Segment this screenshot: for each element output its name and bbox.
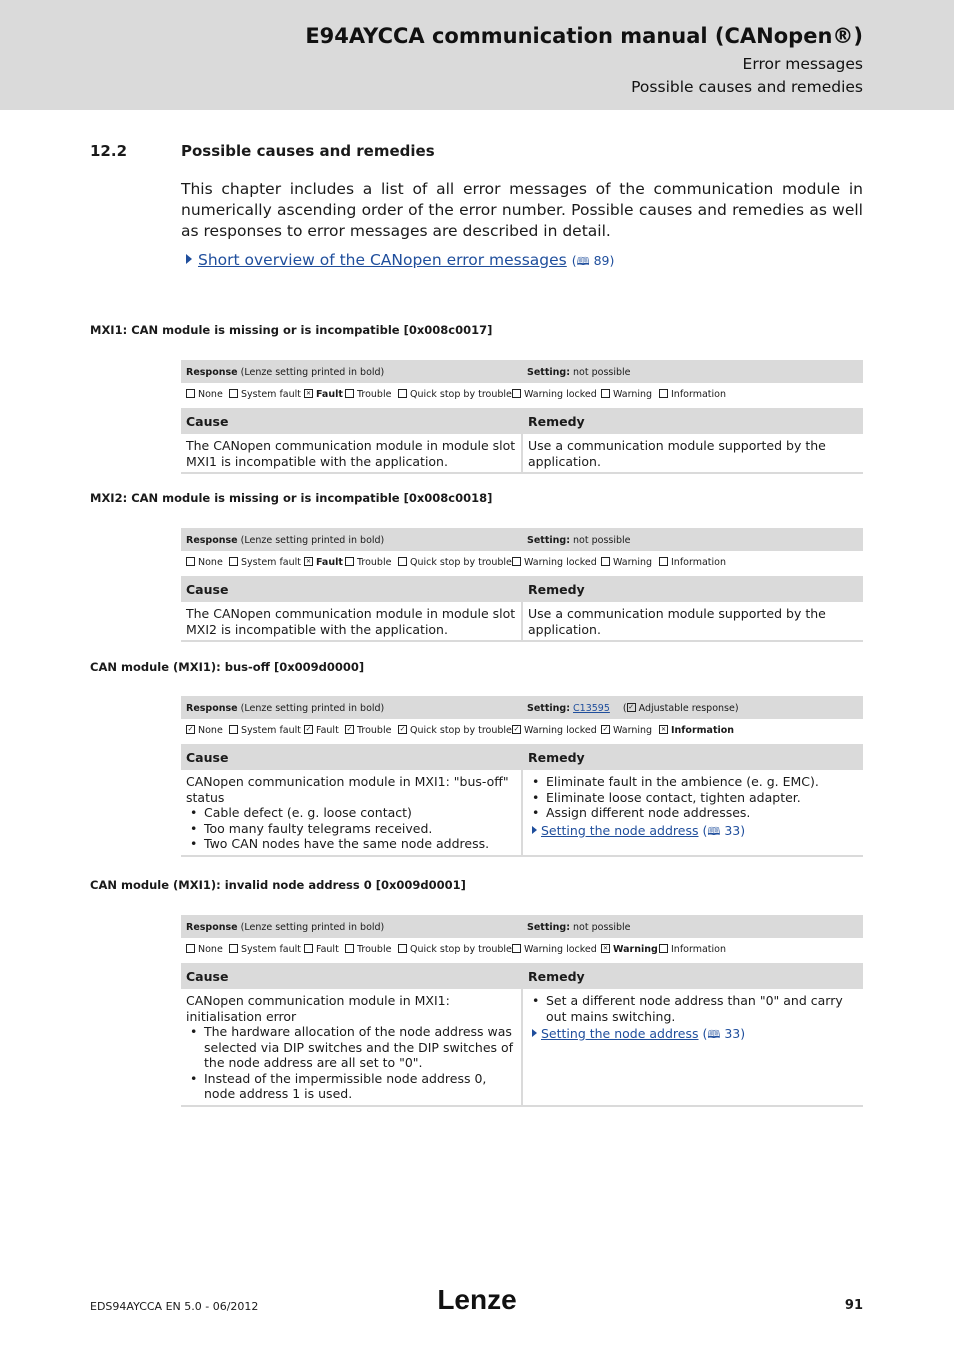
section-number: 12.2 xyxy=(90,142,128,160)
checkbox-icon xyxy=(659,389,668,398)
remedy-text: Use a communication module supported by the application. xyxy=(528,606,826,637)
checkbox-checked-icon xyxy=(345,725,354,734)
checkbox-checked-icon xyxy=(304,725,313,734)
error-block-bus-off xyxy=(181,696,863,857)
checkbox-icon xyxy=(398,944,407,953)
cause-header: Cause xyxy=(181,744,521,770)
checkbox-icon xyxy=(345,389,354,398)
link-arrow-icon xyxy=(532,1029,537,1037)
checkbox-icon xyxy=(398,557,407,566)
page-number: 91 xyxy=(844,1298,863,1313)
list-item: • Too many faulty telegrams received. xyxy=(204,821,516,837)
header-section: Possible causes and remedies xyxy=(631,78,863,96)
link-arrow-icon xyxy=(532,826,537,834)
remedy-header: Remedy xyxy=(523,963,863,989)
error-block-node-address xyxy=(181,915,863,1107)
cause-text: The CANopen communication module in module slot MXI1 is incompatible with the application. xyxy=(186,438,516,469)
checkbox-icon xyxy=(659,944,668,953)
checkbox-crossed-icon xyxy=(304,557,313,566)
checkbox-icon xyxy=(186,389,195,398)
checkbox-icon xyxy=(304,944,313,953)
checkbox-icon xyxy=(186,944,195,953)
book-icon: 🕮 xyxy=(576,255,590,268)
checkbox-icon xyxy=(229,725,238,734)
response-bar: Response (Lenze setting printed in bold) Setting: C13595 (✓ Adjustable response) xyxy=(181,696,863,719)
remedy-header: Remedy xyxy=(523,576,863,602)
response-options: None System fault Fault Trouble Quick stop by trouble Warning locked ✕ Warning Information xyxy=(181,938,863,963)
checkbox-icon xyxy=(229,389,238,398)
checkbox-checked-icon xyxy=(186,725,195,734)
list-item: • Assign different node addresses. xyxy=(546,805,858,821)
error-heading-bus-off: CAN module (MXI1): bus-off [0x009d0000] xyxy=(90,660,365,674)
book-icon: 🕮 xyxy=(707,1028,721,1041)
section-title: Possible causes and remedies xyxy=(181,142,435,160)
node-address-link[interactable]: Setting the node address (🕮 33) xyxy=(528,823,858,840)
checkbox-icon xyxy=(229,557,238,566)
checkbox-checked-icon xyxy=(627,703,636,712)
response-options: None System fault ✕ Fault Trouble Quick stop by trouble Warning locked Warning Information xyxy=(181,383,863,408)
response-options: None System fault ✕ Fault Trouble Quick stop by trouble Warning locked Warning Information xyxy=(181,551,863,576)
cause-header: Cause xyxy=(181,963,521,989)
cause-text: The CANopen communication module in module slot MXI2 is incompatible with the application. xyxy=(186,606,516,637)
node-address-link[interactable]: Setting the node address (🕮 33) xyxy=(528,1026,858,1043)
error-block-mxi1 xyxy=(181,360,863,474)
cause-remedy-table xyxy=(181,576,863,642)
checkbox-icon xyxy=(345,944,354,953)
response-bar: Response (Lenze setting printed in bold) Setting: not possible xyxy=(181,528,863,551)
cause-text: CANopen communication module in MXI1: initialisation error • The hardware allocation of the node address was selected via DIP switches and the DIP switches of the node address are all set to "0". • Instead of the impermissible node address 0, node address 1 is used. xyxy=(181,989,521,1105)
checkbox-icon xyxy=(601,557,610,566)
cause-remedy-table xyxy=(181,408,863,474)
checkbox-checked-icon xyxy=(601,725,610,734)
checkbox-checked-icon xyxy=(398,725,407,734)
checkbox-icon xyxy=(229,944,238,953)
overview-link[interactable] xyxy=(186,251,614,272)
checkbox-crossed-icon xyxy=(659,725,668,734)
book-icon: 🕮 xyxy=(707,824,721,838)
error-block-mxi2 xyxy=(181,528,863,642)
checkbox-icon xyxy=(512,944,521,953)
intro-paragraph: This chapter includes a list of all error messages of the communication module in numerically ascending order of the error number. Possible causes and remedies as well as responses to error messages are described in detail. xyxy=(181,180,863,240)
list-item: • Instead of the impermissible node address 0, node address 1 is used. xyxy=(204,1071,516,1102)
checkbox-crossed-icon xyxy=(601,944,610,953)
checkbox-icon xyxy=(601,389,610,398)
remedy-header: Remedy xyxy=(523,408,863,434)
error-heading-mxi2: MXI2: CAN module is missing or is incompatible [0x008c0018] xyxy=(90,491,493,505)
lenze-logo xyxy=(437,1283,517,1315)
page-header xyxy=(0,0,954,110)
manual-title: E94AYCCA communication manual (CANopen®) xyxy=(305,24,863,48)
cause-remedy-table xyxy=(181,963,863,1107)
list-item: • Cable defect (e. g. loose contact) xyxy=(204,805,516,821)
checkbox-icon xyxy=(659,557,668,566)
list-item: • Set a different node address than "0" and carry out mains switching. xyxy=(546,993,858,1024)
link-arrow-icon xyxy=(186,254,192,264)
response-options: ✓None System fault ✓ Fault ✓ Trouble ✓ Quick stop by trouble ✓ Warning locked ✓ Warning ✕ Information xyxy=(181,719,863,744)
error-heading-node-address: CAN module (MXI1): invalid node address 0 [0x009d0001] xyxy=(90,878,466,892)
overview-link-text[interactable]: Short overview of the CANopen error messages xyxy=(198,251,567,269)
response-bar: Response (Lenze setting printed in bold) Setting: not possible xyxy=(181,915,863,938)
checkbox-icon xyxy=(186,557,195,566)
cause-header: Cause xyxy=(181,576,521,602)
remedy-text xyxy=(523,989,863,1046)
svg-text:Lenze: Lenze xyxy=(437,1284,517,1315)
list-item: • Eliminate loose contact, tighten adapter. xyxy=(546,790,858,806)
checkbox-crossed-icon xyxy=(304,389,313,398)
remedy-text: Use a communication module supported by the application. xyxy=(528,438,826,469)
checkbox-icon xyxy=(398,389,407,398)
list-item: • Eliminate fault in the ambience (e. g. EMC). xyxy=(546,774,858,790)
setting-code-link[interactable]: C13595 xyxy=(573,703,610,714)
cause-remedy-table xyxy=(181,744,863,857)
remedy-header: Remedy xyxy=(523,744,863,770)
checkbox-icon xyxy=(345,557,354,566)
checkbox-icon xyxy=(512,389,521,398)
document-id: EDS94AYCCA EN 5.0 - 06/2012 xyxy=(90,1300,259,1313)
cause-text: CANopen communication module in MXI1: "bus-off" status • Cable defect (e. g. loose contact) • Too many faulty telegrams received. • Two CAN nodes have the same node address. xyxy=(181,770,521,855)
header-chapter: Error messages xyxy=(742,55,863,73)
list-item: • Two CAN nodes have the same node address. xyxy=(204,836,516,852)
response-bar: Response (Lenze setting printed in bold) Setting: not possible xyxy=(181,360,863,383)
checkbox-checked-icon xyxy=(512,725,521,734)
error-heading-mxi1: MXI1: CAN module is missing or is incompatible [0x008c0017] xyxy=(90,323,493,337)
list-item: • The hardware allocation of the node address was selected via DIP switches and the DIP switches of the node address are all set to "0". xyxy=(204,1024,516,1071)
page-reference: (🕮 89) xyxy=(571,253,615,268)
cause-header: Cause xyxy=(181,408,521,434)
checkbox-icon xyxy=(512,557,521,566)
remedy-text xyxy=(523,770,863,842)
